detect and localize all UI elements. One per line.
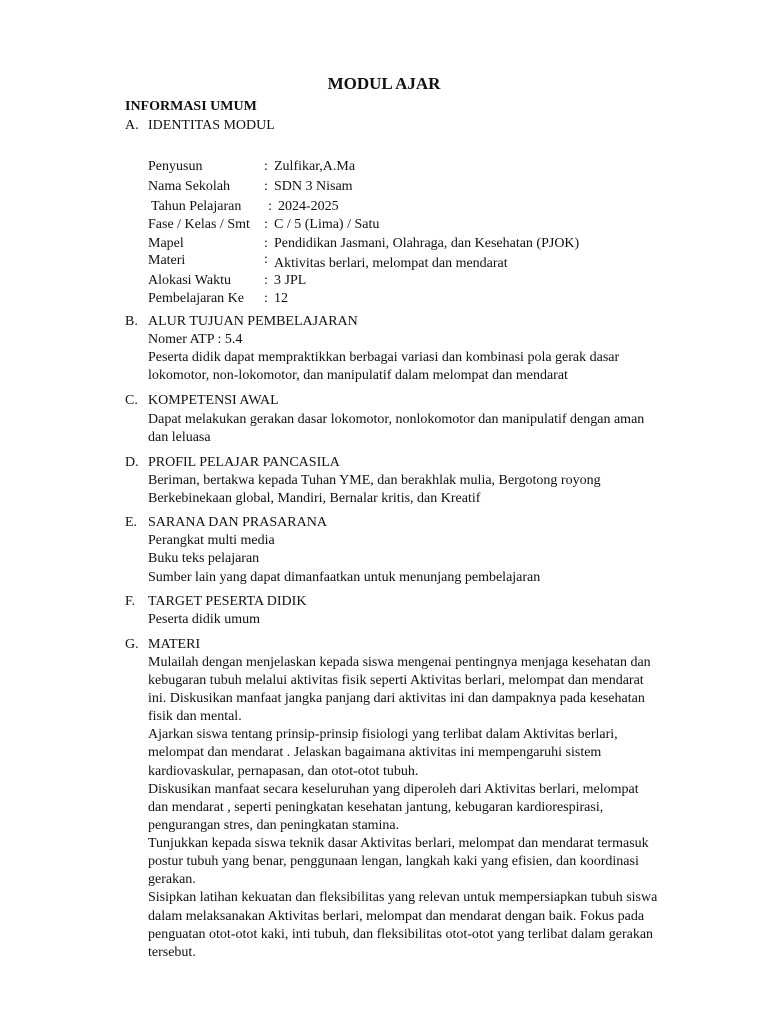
identity-label-materi: Materi <box>148 253 186 268</box>
identity-colon: : <box>264 159 268 174</box>
section-g-line: dalam melaksanakan Aktivitas berlari, melompat dan mendarat dengan baik. Fokus pada <box>148 909 645 924</box>
section-g-line: kebugaran tubuh melalui aktivitas fisik seperti Aktivitas berlari, melompat dan mendarat <box>148 673 644 688</box>
section-g-line: pengurangan stres, dan peningkatan stamina. <box>148 818 400 833</box>
section-g-line: Diskusikan manfaat secara keseluruhan yang diperoleh dari Aktivitas berlari, melompat <box>148 782 639 797</box>
section-c-line: dan leluasa <box>148 430 211 445</box>
section-b-line: Nomer ATP : 5.4 <box>148 332 243 347</box>
section-e-title: SARANA DAN PRASARANA <box>148 515 327 530</box>
identity-value-pembelajaran-ke: 12 <box>274 291 288 306</box>
section-a-letter: A. <box>125 118 139 133</box>
identity-colon: : <box>264 217 268 232</box>
identity-colon: : <box>264 236 268 251</box>
section-e-line: Perangkat multi media <box>148 533 275 548</box>
section-e-letter: E. <box>125 515 138 530</box>
identity-colon: : <box>264 291 268 306</box>
section-c-title: KOMPETENSI AWAL <box>148 393 279 408</box>
identity-colon: : <box>264 252 268 267</box>
section-a-title: IDENTITAS MODUL <box>148 118 275 133</box>
section-g-line: Mulailah dengan menjelaskan kepada siswa mengenai pentingnya menjaga kesehatan dan <box>148 655 651 670</box>
section-g-line: gerakan. <box>148 872 196 887</box>
section-f-letter: F. <box>125 594 136 609</box>
section-g-line: dan mendarat , seperti peningkatan kesehatan jantung, kebugaran kardiorespirasi, <box>148 800 604 815</box>
section-g-line: fisik dan mental. <box>148 709 242 724</box>
identity-value-nama-sekolah: SDN 3 Nisam <box>274 179 353 194</box>
identity-colon: : <box>264 179 268 194</box>
section-g-line: melompat dan mendarat . Jelaskan bagaimana aktivitas ini mempengaruhi sistem <box>148 745 602 760</box>
section-e-line: Buku teks pelajaran <box>148 551 260 566</box>
section-g-line: postur tubuh yang benar, penggunaan lengan, langkah kaki yang efisien, dan koordinasi <box>148 854 639 869</box>
section-g-line: Ajarkan siswa tentang prinsip-prinsip fisiologi yang terlibat dalam Aktivitas berlari, <box>148 727 618 742</box>
identity-value-fase-kelas-smt: C / 5 (Lima) / Satu <box>274 217 380 232</box>
identity-label-fase-kelas-smt: Fase / Kelas / Smt <box>148 217 250 232</box>
identity-label-mapel: Mapel <box>148 236 184 251</box>
identity-value-penyusun: Zulfikar,A.Ma <box>274 159 356 174</box>
section-d-line: Berkebinekaan global, Mandiri, Bernalar kritis, dan Kreatif <box>148 491 481 506</box>
section-b-letter: B. <box>125 314 138 329</box>
identity-label-alokasi-waktu: Alokasi Waktu <box>148 273 231 288</box>
section-d-title: PROFIL PELAJAR PANCASILA <box>148 455 340 470</box>
identity-label-nama-sekolah: Nama Sekolah <box>148 179 231 194</box>
informasi-umum-heading: INFORMASI UMUM <box>125 99 257 114</box>
identity-label-penyusun: Penyusun <box>148 159 203 174</box>
identity-value-tahun-pelajaran: 2024-2025 <box>278 199 339 214</box>
section-c-line: Dapat melakukan gerakan dasar lokomotor, nonlokomotor dan manipulatif dengan aman <box>148 412 645 427</box>
section-g-letter: G. <box>125 637 139 652</box>
section-g-line: ini. Diskusikan manfaat jangka panjang dari aktivitas ini dan dampaknya pada kesehatan <box>148 691 645 706</box>
section-e-line: Sumber lain yang dapat dimanfaatkan untuk menunjang pembelajaran <box>148 570 541 585</box>
identity-label-tahun-pelajaran: Tahun Pelajaran <box>151 199 242 214</box>
identity-value-alokasi-waktu: 3 JPL <box>274 273 307 288</box>
section-d-letter: D. <box>125 455 139 470</box>
section-c-letter: C. <box>125 393 138 408</box>
identity-colon: : <box>264 273 268 288</box>
identity-label-pembelajaran-ke: Pembelajaran Ke <box>148 291 245 306</box>
identity-value-materi: Aktivitas berlari, melompat dan mendarat <box>274 256 508 271</box>
section-g-line: tersebut. <box>148 945 196 960</box>
section-g-line: kardiovaskular, pernapasan, dan otot-otot tubuh. <box>148 764 419 779</box>
section-g-title: MATERI <box>148 637 201 652</box>
section-f-title: TARGET PESERTA DIDIK <box>148 594 307 609</box>
section-g-line: Tunjukkan kepada siswa teknik dasar Aktivitas berlari, melompat dan mendarat termasuk <box>148 836 649 851</box>
document-title: MODUL AJAR <box>327 74 441 93</box>
section-g-line: Sisipkan latihan kekuatan dan fleksibilitas yang relevan untuk mempersiapkan tubuh siswa <box>148 890 658 905</box>
section-b-line: lokomotor, non-lokomotor, dan manipulatif dalam melompat dan mendarat <box>148 368 568 383</box>
section-g-line: penguatan otot-otot kaki, inti tubuh, dan fleksibilitas otot-otot yang terlibat dalam gerakan <box>148 927 654 942</box>
section-d-line: Beriman, bertakwa kepada Tuhan YME, dan berakhlak mulia, Bergotong royong <box>148 473 601 488</box>
section-b-line: Peserta didik dapat mempraktikkan berbagai variasi dan kombinasi pola gerak dasar <box>148 350 620 365</box>
section-f-line: Peserta didik umum <box>148 612 260 627</box>
identity-value-mapel: Pendidikan Jasmani, Olahraga, dan Kesehatan (PJOK) <box>274 236 580 251</box>
identity-colon: : <box>268 199 272 214</box>
section-b-title: ALUR TUJUAN PEMBELAJARAN <box>148 314 358 329</box>
